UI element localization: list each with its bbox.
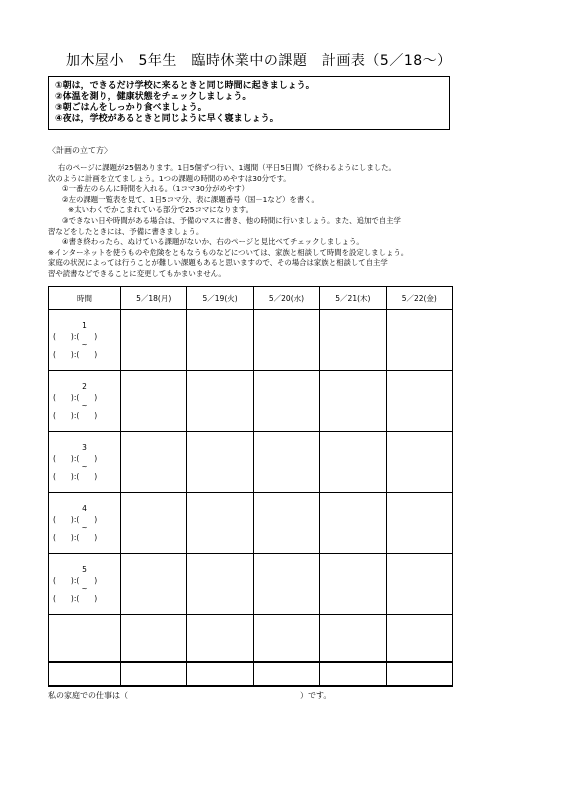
instruction-line: 次のように計画を立てましょう。1つの課題の時間のめやすは30分です。: [48, 173, 291, 183]
day-header: 5／21(木): [320, 287, 386, 310]
task-entry-cell[interactable]: [187, 432, 253, 493]
task-entry-cell[interactable]: [253, 371, 319, 432]
task-entry-cell[interactable]: [386, 554, 452, 615]
plan-heading: 〈計画の立て方〉: [48, 146, 112, 155]
task-entry-cell[interactable]: [253, 310, 319, 371]
bottom-cell[interactable]: [121, 662, 187, 686]
spare-entry-cell[interactable]: [386, 615, 452, 663]
rule-1: ①朝は，できるだけ学校に来るときと同じ時間に起きましょう。: [55, 81, 315, 91]
end-time-blank: ( ):( ): [53, 410, 98, 420]
chore-suffix: ）です。: [300, 691, 332, 700]
instruction-line: 習などをしたときには、予備に書きましょう。: [48, 226, 204, 236]
slot-number: 4: [82, 503, 87, 513]
range-tilde: ~: [81, 523, 88, 532]
bottom-cell[interactable]: [187, 662, 253, 686]
spare-entry-cell[interactable]: [121, 615, 187, 663]
start-time-blank: ( ):( ): [53, 392, 98, 402]
end-time-blank: ( ):( ): [53, 593, 98, 603]
time-column-header: 時間: [49, 287, 121, 310]
day-header: 5／22(金): [386, 287, 452, 310]
end-time-blank: ( ):( ): [53, 532, 98, 542]
time-slot-cell[interactable]: [49, 310, 121, 371]
start-time-blank: ( ):( ): [53, 331, 98, 341]
task-entry-cell[interactable]: [121, 554, 187, 615]
time-slot-cell[interactable]: [49, 493, 121, 554]
task-entry-cell[interactable]: [187, 310, 253, 371]
task-entry-cell[interactable]: [386, 493, 452, 554]
household-chore-line: [48, 690, 331, 701]
spare-entry-cell[interactable]: [187, 615, 253, 663]
instruction-line: 右のページに課題が25個あります。1日5個ずつ行い、1週間（平日5日間）で終わるようにしました。: [58, 163, 396, 172]
schedule-table: [48, 286, 453, 687]
bottom-cell[interactable]: [320, 662, 386, 686]
spare-time-cell[interactable]: [49, 615, 121, 663]
task-entry-cell[interactable]: [253, 432, 319, 493]
plan-instructions: [48, 163, 408, 280]
schedule-slot-row: [49, 493, 453, 554]
instruction-line: 家庭の状況によっては行うことが難しい課題もあると思いますので、その場合は家族と相談して自主学: [48, 258, 388, 268]
task-entry-cell[interactable]: [320, 371, 386, 432]
time-slot-cell[interactable]: [49, 554, 121, 615]
task-entry-cell[interactable]: [187, 371, 253, 432]
instruction-line: ③できない日や時間がある場合は、予備のマスに書き、他の時間に行いましょう。また、追加で自主学: [62, 215, 401, 225]
task-entry-cell[interactable]: [121, 432, 187, 493]
spare-row: [49, 615, 453, 663]
instruction-line: ※インターネットを使うものや危険をともなうものなどについては、家族と相談して時間を設定しましょう。: [48, 247, 409, 257]
instruction-line: ※太いわくでかこまれている部分で25コマになります。: [68, 205, 253, 215]
task-entry-cell[interactable]: [187, 554, 253, 615]
bottom-row: [49, 662, 453, 686]
end-time-blank: ( ):( ): [53, 471, 98, 481]
day-header: 5／20(水): [253, 287, 319, 310]
instruction-line: ④書き終わったら、ぬけている課題がないか、右のページと見比べてチェックしましょう。: [62, 237, 364, 247]
bottom-cell[interactable]: [386, 662, 452, 686]
rule-4: ④夜は，学校があるときと同じように早く寝ましょう。: [55, 114, 279, 124]
schedule-header-row: [49, 287, 453, 310]
schedule-slot-row: [49, 432, 453, 493]
task-entry-cell[interactable]: [320, 554, 386, 615]
slot-number: 5: [82, 564, 87, 574]
start-time-blank: ( ):( ): [53, 514, 98, 524]
range-tilde: ~: [81, 462, 88, 471]
task-entry-cell[interactable]: [121, 371, 187, 432]
task-entry-cell[interactable]: [320, 432, 386, 493]
range-tilde: ~: [81, 584, 88, 593]
slot-number: 2: [82, 381, 87, 391]
task-entry-cell[interactable]: [121, 493, 187, 554]
task-entry-cell[interactable]: [386, 371, 452, 432]
schedule-slot-row: [49, 310, 453, 371]
day-header: 5／19(火): [187, 287, 253, 310]
bottom-cell[interactable]: [253, 662, 319, 686]
task-entry-cell[interactable]: [253, 554, 319, 615]
bottom-cell[interactable]: [49, 662, 121, 686]
task-entry-cell[interactable]: [187, 493, 253, 554]
spare-entry-cell[interactable]: [253, 615, 319, 663]
range-tilde: ~: [81, 401, 88, 410]
task-entry-cell[interactable]: [386, 432, 452, 493]
start-time-blank: ( ):( ): [53, 453, 98, 463]
slot-number: 3: [82, 442, 87, 452]
instruction-line: 習や読書などできることに変更してもかまいません。: [48, 268, 226, 278]
rule-3: ③朝ごはんをしっかり食べましょう。: [55, 103, 207, 113]
day-header: 5／18(月): [121, 287, 187, 310]
daily-rules-box: [48, 76, 450, 130]
time-slot-cell[interactable]: [49, 432, 121, 493]
task-entry-cell[interactable]: [320, 310, 386, 371]
start-time-blank: ( ):( ): [53, 575, 98, 585]
spare-entry-cell[interactable]: [320, 615, 386, 663]
task-entry-cell[interactable]: [253, 493, 319, 554]
schedule-slot-row: [49, 371, 453, 432]
task-entry-cell[interactable]: [320, 493, 386, 554]
time-slot-cell[interactable]: [49, 371, 121, 432]
chore-prefix: 私の家庭での仕事は（: [48, 691, 128, 700]
instruction-line: ②左の課題一覧表を見て、1日5コマ分、表に課題番号（国－1など）を書く。: [62, 194, 319, 204]
range-tilde: ~: [81, 340, 88, 349]
rule-2: ②体温を測り，健康状態をチェックしましょう。: [55, 92, 252, 102]
instruction-line: ①一番左のらんに時間を入れる。（1コマ30分がめやす）: [62, 184, 250, 194]
page-title: 加木屋小 5年生 臨時休業中の課題 計画表（5／18～）: [66, 53, 452, 69]
slot-number: 1: [82, 320, 87, 330]
schedule-slot-row: [49, 554, 453, 615]
task-entry-cell[interactable]: [386, 310, 452, 371]
end-time-blank: ( ):( ): [53, 349, 98, 359]
task-entry-cell[interactable]: [121, 310, 187, 371]
